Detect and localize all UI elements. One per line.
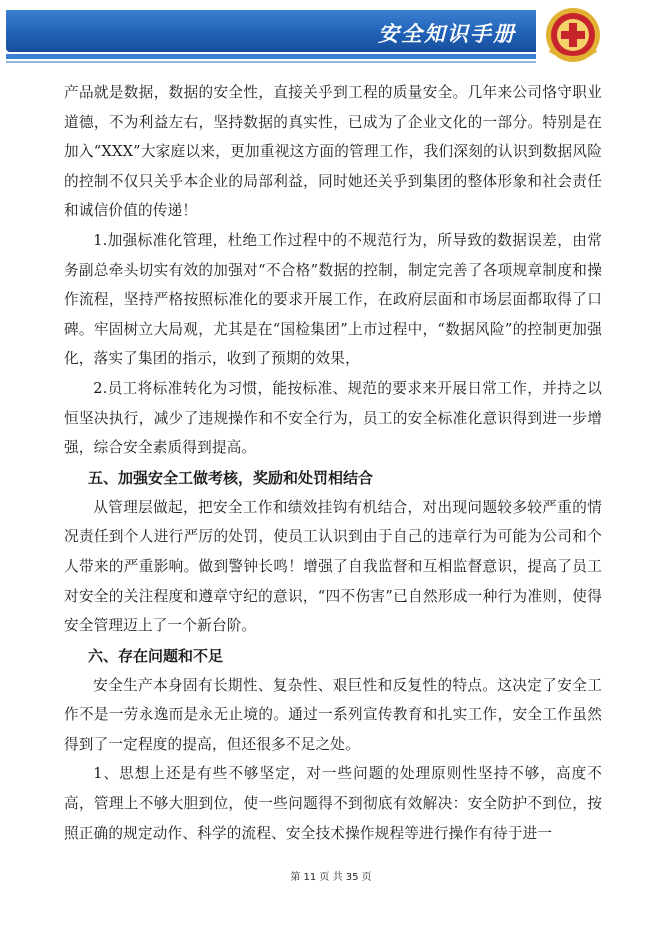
paragraph: 安全生产本身固有长期性、复杂性、艰巨性和反复性的特点。这决定了安全工作不是一劳永逸而是永无止境的。通过一系列宣传教育和扎实工作，安全工作虽然得到了一定程度的提高，但还很多不足之处。 [64,676,602,753]
header-title: 安全知识手册 [378,22,516,46]
section-heading-5: 五、加强安全工做考核，奖励和处罚相结合 [88,468,374,487]
page-number: 第 11 页 共 35 页 [290,872,372,883]
header-stripe [6,54,536,59]
paragraph: 从管理层做起，把安全工作和绩效挂钩有机结合，对出现问题较多较严重的情况责任到个人进行严厉的处罚，使员工认识到由于自己的违章行为可能为公司和个人带来的严重影响。做到警钟长鸣！增强了自我监督和互相监督意识，提高了员工对安全的关注程度和遵章守纪的意识，“四不伤害”已自然形成一种行为准则，使得安全管理迈上了一个新台阶。 [64,498,602,635]
safety-emblem-icon [544,6,602,64]
paragraph: 1、思想上还是有些不够坚定，对一些问题的处理原则性坚持不够，高度不高，管理上不够大胆到位，使一些问题得不到彻底有效解决：安全防护不到位，按照正确的规定动作、科学的流程、安全技术操作规程等进行操作有待于进一 [64,765,602,842]
paragraph: 产品就是数据，数据的安全性，直接关乎到工程的质量安全。几年来公司恪守职业道德，不为利益左右，坚持数据的真实性，已成为了企业文化的一部分。特别是在加入“XXX”大家庭以来，更加重视这方面的管理工作，我们深刻的认识到数据风险的控制不仅只关乎本企业的局部利益，同时她还关乎到集团的整体形象和社会责任和诚信价值的传递！ [64,84,602,220]
paragraph: 1.加强标准化管理，杜绝工作过程中的不规范行为，所导致的数据误差，由常务副总牵头切实有效的加强对“不合格”数据的控制，制定完善了各项规章制度和操作流程，坚持严格按照标准化的要求开展工作，在政府层面和市场层面都取得了口碑。牢固树立大局观，尤其是在“国检集团”上市过程中，“数据风险”的控制更加强化，落实了集团的指示，收到了预期的效果， [64,231,602,368]
paragraph: 2.员工将标准转化为习惯，能按标准、规范的要求来开展日常工作，并持之以恒坚决执行，减少了违规操作和不安全行为，员工的安全标准化意识得到进一步增强，综合安全素质得到提高。 [64,379,602,457]
header-stripe-thin [6,61,536,63]
page-body [64,78,602,848]
section-heading-6: 六、存在问题和不足 [88,646,224,665]
